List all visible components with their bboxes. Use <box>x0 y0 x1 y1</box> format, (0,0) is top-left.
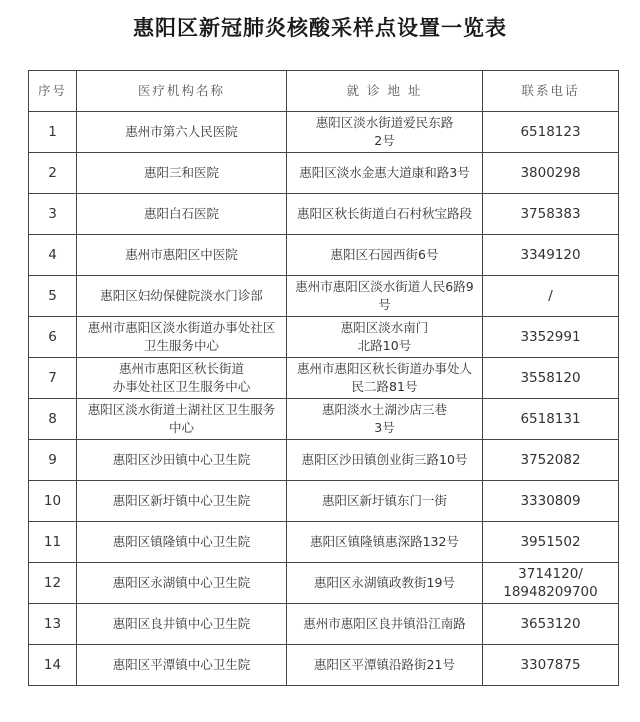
row-index: 7 <box>29 358 77 399</box>
row-index: 9 <box>29 440 77 481</box>
institution-name: 惠阳区妇幼保健院淡水门诊部 <box>77 276 287 317</box>
table-row <box>29 358 619 399</box>
institution-name: 惠阳区镇隆镇中心卫生院 <box>77 522 287 563</box>
address: 惠州市惠阳区秋长街道办事处人民二路81号 <box>287 358 483 399</box>
address: 惠阳区沙田镇创业街三路10号 <box>287 440 483 481</box>
phone-number: 3352991 <box>483 317 619 358</box>
row-index: 6 <box>29 317 77 358</box>
institution-name: 惠州市惠阳区中医院 <box>77 235 287 276</box>
institution-name: 惠阳区沙田镇中心卫生院 <box>77 440 287 481</box>
row-index: 5 <box>29 276 77 317</box>
address: 惠阳区石园西街6号 <box>287 235 483 276</box>
address: 惠州市惠阳区良井镇沿江南路 <box>287 604 483 645</box>
phone-number: 3951502 <box>483 522 619 563</box>
table-row <box>29 563 619 604</box>
table-row <box>29 317 619 358</box>
table-header-row <box>29 71 619 112</box>
phone-number: 3307875 <box>483 645 619 686</box>
address: 惠阳区秋长街道白石村秋宝路段 <box>287 194 483 235</box>
header-phone: 联系电话 <box>483 71 619 112</box>
phone-number: 3800298 <box>483 153 619 194</box>
phone-number: / <box>483 276 619 317</box>
table-row <box>29 440 619 481</box>
table-row <box>29 194 619 235</box>
table-row <box>29 522 619 563</box>
institution-name: 惠州市惠阳区淡水街道办事处社区卫生服务中心 <box>77 317 287 358</box>
phone-number: 3349120 <box>483 235 619 276</box>
phone-number: 3558120 <box>483 358 619 399</box>
address: 惠阳区淡水南门 北路10号 <box>287 317 483 358</box>
institution-name: 惠阳白石医院 <box>77 194 287 235</box>
table-row <box>29 112 619 153</box>
row-index: 10 <box>29 481 77 522</box>
table-row <box>29 153 619 194</box>
institution-name: 惠州市惠阳区秋长街道 办事处社区卫生服务中心 <box>77 358 287 399</box>
address: 惠阳区永湖镇政教街19号 <box>287 563 483 604</box>
header-institution: 医疗机构名称 <box>77 71 287 112</box>
institution-name: 惠阳区永湖镇中心卫生院 <box>77 563 287 604</box>
row-index: 12 <box>29 563 77 604</box>
address: 惠阳区镇隆镇惠深路132号 <box>287 522 483 563</box>
header-index: 序号 <box>29 71 77 112</box>
table-row <box>29 604 619 645</box>
institution-name: 惠阳区平潭镇中心卫生院 <box>77 645 287 686</box>
page-title: 惠阳区新冠肺炎核酸采样点设置一览表 <box>133 16 507 40</box>
phone-number: 3653120 <box>483 604 619 645</box>
address: 惠阳区新圩镇东门一街 <box>287 481 483 522</box>
phone-number: 3714120/ 18948209700 <box>483 563 619 604</box>
row-index: 4 <box>29 235 77 276</box>
table-row <box>29 276 619 317</box>
row-index: 2 <box>29 153 77 194</box>
phone-number: 6518123 <box>483 112 619 153</box>
institution-name: 惠阳区淡水街道土湖社区卫生服务中心 <box>77 399 287 440</box>
address: 惠阳区淡水街道爱民东路 2号 <box>287 112 483 153</box>
table-row <box>29 645 619 686</box>
row-index: 13 <box>29 604 77 645</box>
institution-name: 惠州市第六人民医院 <box>77 112 287 153</box>
institution-name: 惠阳区良井镇中心卫生院 <box>77 604 287 645</box>
address: 惠州市惠阳区淡水街道人民6路9号 <box>287 276 483 317</box>
row-index: 14 <box>29 645 77 686</box>
row-index: 11 <box>29 522 77 563</box>
address: 惠阳淡水土湖沙店三巷 3号 <box>287 399 483 440</box>
table-row <box>29 235 619 276</box>
table-row <box>29 399 619 440</box>
address: 惠阳区平潭镇沿路街21号 <box>287 645 483 686</box>
table-row <box>29 481 619 522</box>
phone-number: 3752082 <box>483 440 619 481</box>
phone-number: 6518131 <box>483 399 619 440</box>
address: 惠阳区淡水金惠大道康和路3号 <box>287 153 483 194</box>
row-index: 3 <box>29 194 77 235</box>
row-index: 8 <box>29 399 77 440</box>
phone-number: 3330809 <box>483 481 619 522</box>
institution-name: 惠阳区新圩镇中心卫生院 <box>77 481 287 522</box>
row-index: 1 <box>29 112 77 153</box>
header-address: 就 诊 地 址 <box>287 71 483 112</box>
institution-name: 惠阳三和医院 <box>77 153 287 194</box>
table-body <box>29 112 619 686</box>
phone-number: 3758383 <box>483 194 619 235</box>
sampling-sites-table <box>28 70 619 686</box>
